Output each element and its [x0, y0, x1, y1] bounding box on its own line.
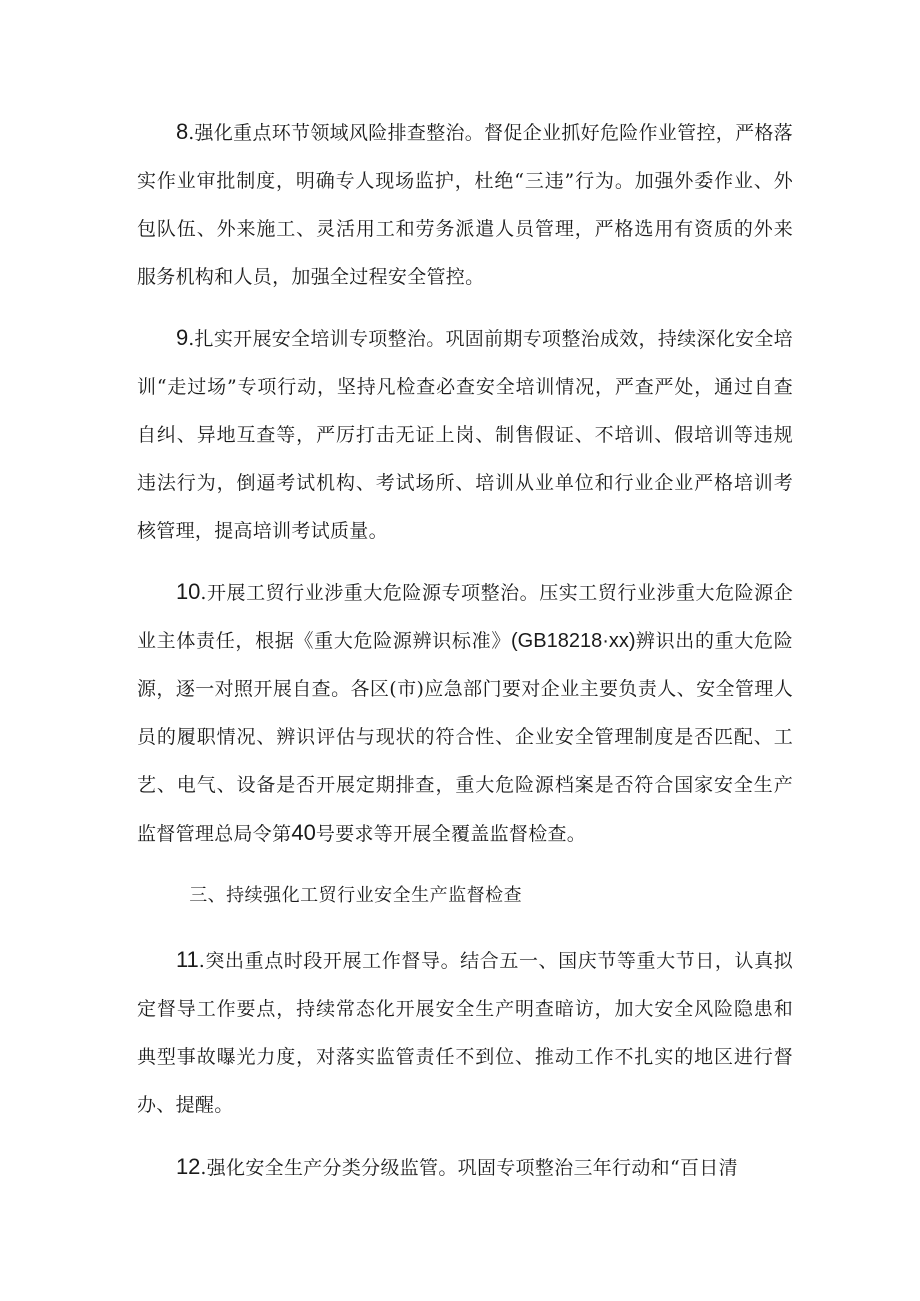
- paragraph-item-8: [137, 108, 793, 301]
- paragraph-text: .强化安全生产分类分级监管。巩固专项整治三年行动和“百日清: [200, 1157, 738, 1179]
- item-number: 10: [175, 579, 201, 604]
- paragraph-text: .强化重点环节领域风险排查整治。督促企业抓好危险作业管控，严格落实作业审批制度，明确专人现场监护，杜绝“三违”行为。加强外委作业、外包队伍、外来施工、灵活用工和劳务派遣人员管理，严格选用有资质的外来服务机构和人员，加强全过程安全管控。: [137, 122, 793, 288]
- item-number: 11: [175, 947, 199, 972]
- section-heading: 三、持续强化工贸行业安全生产监督检查: [189, 885, 523, 906]
- paragraph-text: 辨识出的重大危险源，逐一对照开展自查。各区(市)应急部门要对企业主要负责人、安全管理人员的履职情况、辨识评估与现状的符合性、企业安全管理制度是否匹配、工艺、电气、设备是否开展定期排查，重大危险源档案是否符合国家安全生产监督管理总局令第: [137, 630, 793, 845]
- paragraph-text: 号要求等开展全覆盖监督检查。: [315, 823, 587, 845]
- item-number: 8: [175, 119, 189, 144]
- paragraph-text: .扎实开展安全培训专项整治。巩固前期专项整治成效，持续深化安全培训“走过场”专项行动，坚持凡检查必查安全培训情况，严查严处，通过自查自纠、异地互查等，严厉打击无证上岗、制售假证、不培训、假培训等违规违法行为，倒逼考试机构、考试场所、培训从业单位和行业企业严格培训考核管理，提高培训考试质量。: [137, 328, 793, 542]
- paragraph-item-12: [137, 1143, 793, 1192]
- item-number: 12: [175, 1154, 201, 1179]
- paragraph-text: .开展工贸行业涉重大危险源专项整治。压实工贸行业涉重大危险源企业主体责任，根据《重大危险源辨识标准》: [137, 582, 793, 652]
- paragraph-item-11: [137, 936, 793, 1129]
- order-number: 40: [291, 820, 316, 845]
- standard-code: (GB18218·xx): [511, 630, 636, 652]
- paragraph-text: .突出重点时段开展工作督导。结合五一、国庆节等重大节日，认真拟定督导工作要点，持续常态化开展安全生产明查暗访，加大安全风险隐患和典型事故曝光力度，对落实监管责任不到位、推动工作不扎实的地区进行督办、提醒。: [137, 950, 793, 1116]
- paragraph-item-10: [137, 568, 793, 858]
- paragraph-item-9: [137, 314, 793, 555]
- item-number: 9: [175, 325, 189, 350]
